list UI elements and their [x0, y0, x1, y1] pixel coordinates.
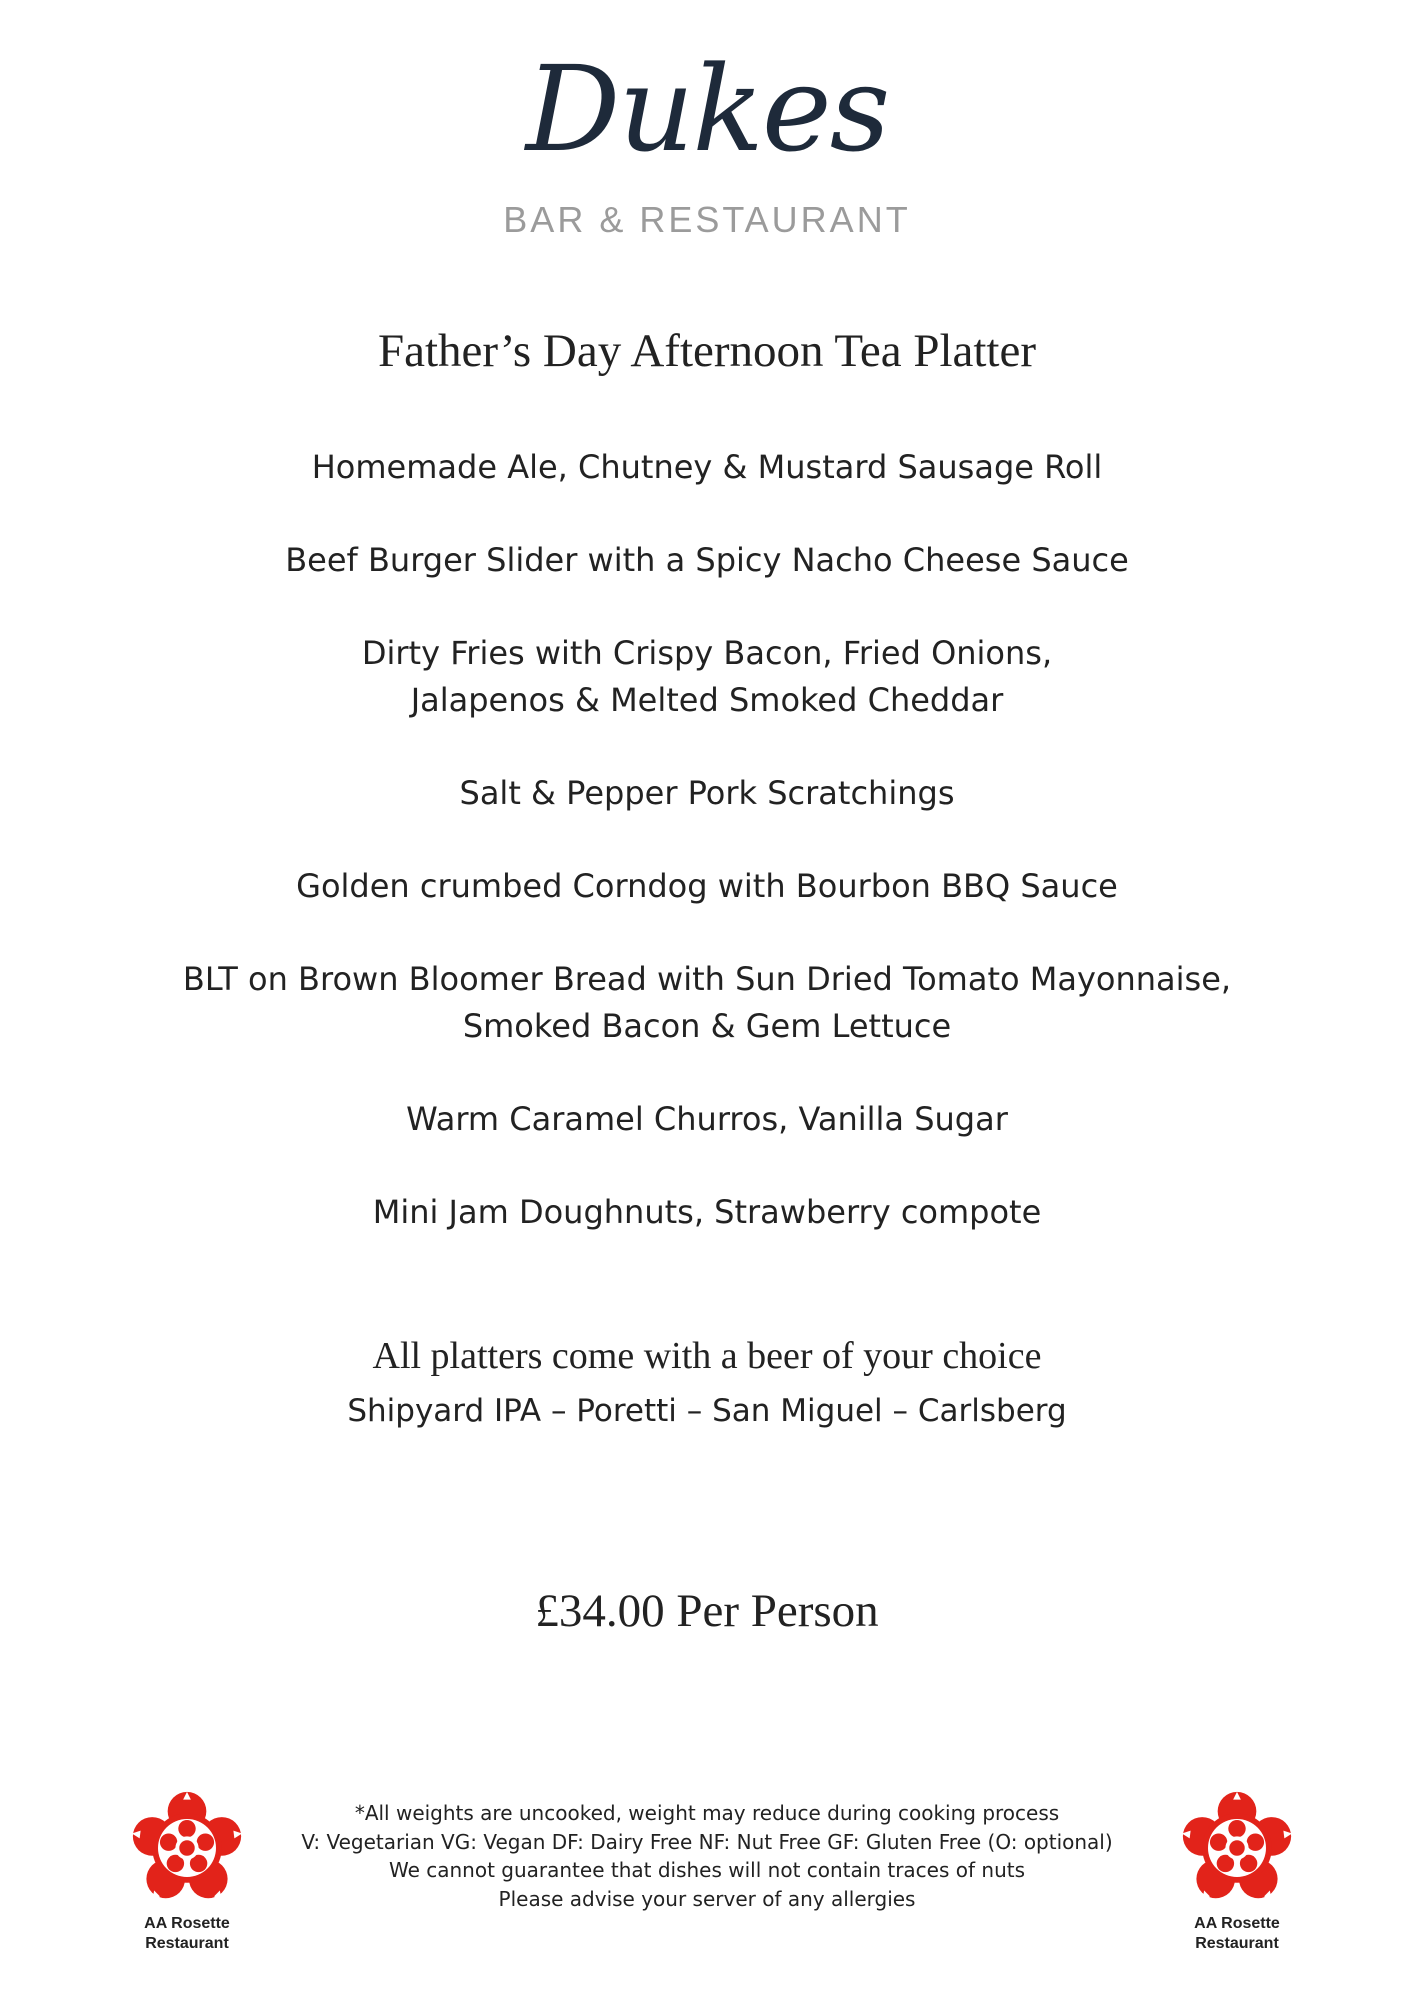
- menu-item: Homemade Ale, Chutney & Mustard Sausage Roll: [311, 448, 1103, 486]
- rosette-label-line2: Restaurant: [145, 1935, 229, 1952]
- rosette-label-line1: AA Rosette: [1194, 1915, 1280, 1932]
- menu-item: Beef Burger Slider with a Spicy Nacho Cheese Sauce: [285, 541, 1129, 579]
- menu-item: Golden crumbed Corndog with Bourbon BBQ Sauce: [296, 867, 1118, 905]
- rosette-label: [1167, 1914, 1307, 1954]
- note-line: Please advise your server of any allergies: [498, 1886, 916, 1911]
- menu-items-list: [80, 444, 1334, 1282]
- beer-intro: All platters come with a beer of your choice: [372, 1335, 1042, 1377]
- aa-rosette-icon: [129, 1790, 245, 1906]
- menu-item: BLT on Brown Bloomer Bread with Sun Dried Tomato Mayonnaise, Smoked Bacon & Gem Lettuce: [182, 960, 1232, 1045]
- note-line: V: Vegetarian VG: Vegan DF: Dairy Free NF: Nut Free GF: Gluten Free (O: optional): [301, 1829, 1113, 1854]
- rosette-label-line1: AA Rosette: [144, 1915, 230, 1932]
- menu-item: Mini Jam Doughnuts, Strawberry compote: [372, 1193, 1042, 1231]
- rosette-label-line2: Restaurant: [1195, 1935, 1279, 1952]
- menu-title: Father’s Day Afternoon Tea Platter: [377, 325, 1037, 377]
- logo-script: Dukes: [525, 40, 889, 178]
- logo-subtitle: BAR & RESTAURANT: [503, 199, 911, 240]
- menu-item: Salt & Pepper Pork Scratchings: [459, 774, 955, 812]
- note-line: We cannot guarantee that dishes will not contain traces of nuts: [388, 1858, 1026, 1882]
- aa-rosette-badge-left: [117, 1790, 257, 1960]
- beer-list: Shipyard IPA – Poretti – San Miguel – Carlsberg: [347, 1393, 1067, 1429]
- aa-rosette-icon: [1179, 1790, 1295, 1906]
- allergy-notes: [240, 1799, 1174, 1913]
- restaurant-logo: [0, 30, 1414, 250]
- note-line: *All weights are uncooked, weight may reduce during cooking process: [354, 1801, 1060, 1825]
- menu-item: Warm Caramel Churros, Vanilla Sugar: [406, 1100, 1008, 1138]
- aa-rosette-badge-right: [1167, 1790, 1307, 1960]
- price: £34.00 Per Person: [535, 1585, 879, 1637]
- menu-item: Dirty Fries with Crispy Bacon, Fried Onions, Jalapenos & Melted Smoked Cheddar: [361, 634, 1053, 719]
- rosette-label: [117, 1914, 257, 1954]
